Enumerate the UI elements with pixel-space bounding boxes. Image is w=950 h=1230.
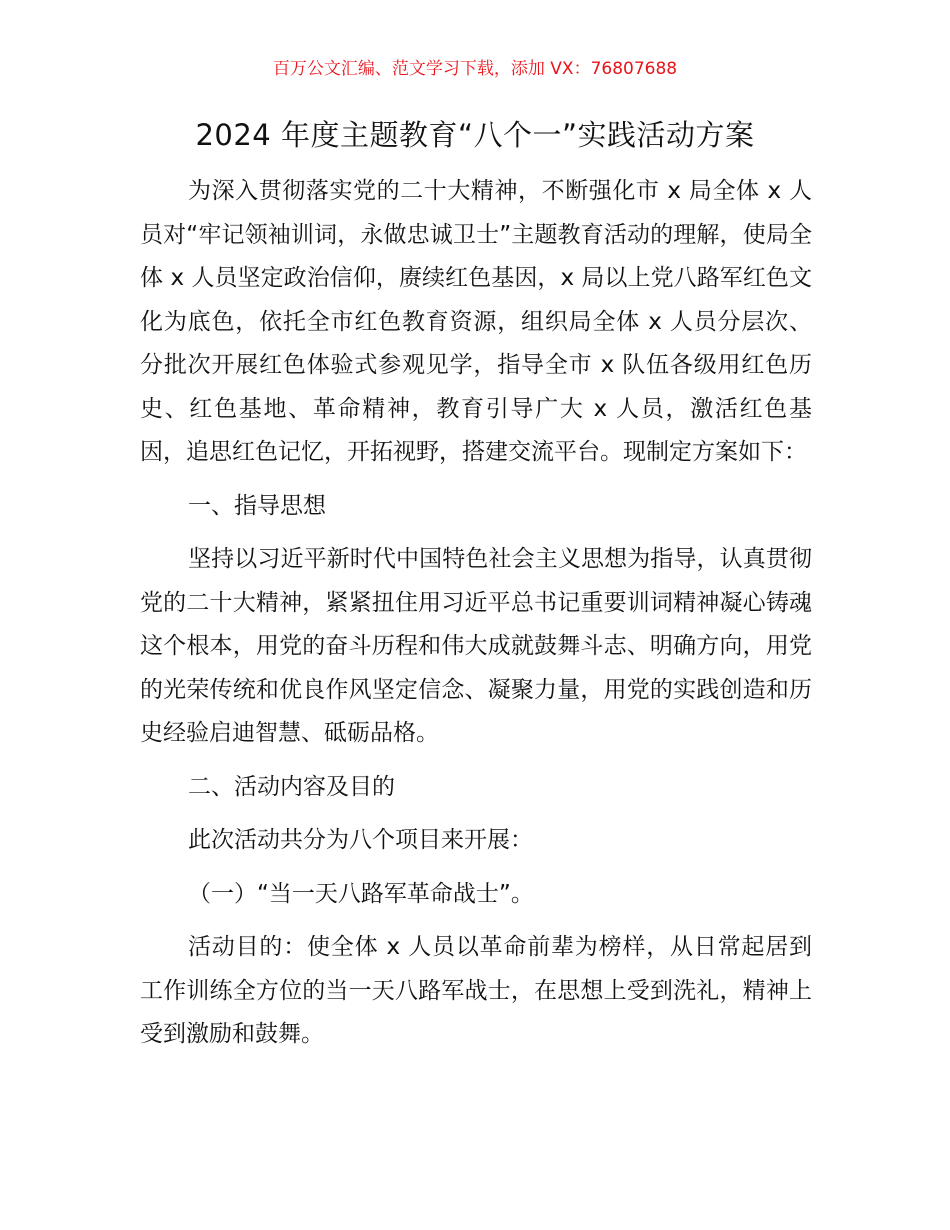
paragraph-activity-purpose: 活动目的：使全体 x 人员以革命前辈为榜样，从日常起居到工作训练全方位的当一天八路军战士，在思想上受到洗礼，精神上受到激励和鼓舞。: [140, 934, 812, 1047]
document-body: [140, 170, 812, 1057]
section-heading-guiding-thought: 一、指导思想: [188, 492, 326, 519]
watermark-header: 百万公文汇编、范文学习下载，添加 VX：76807688: [272, 59, 678, 79]
paragraph-guiding-thought: 坚持以习近平新时代中国特色社会主义思想为指导，认真贯彻党的二十大精神，紧紧扭住用习近平总书记重要训词精神凝心铸魂这个根本，用党的奋斗历程和伟大成就鼓舞斗志、明确方向，用党的光荣传统和优良作风坚定信念、凝聚力量，用党的实践创造和历史经验启迪智慧、砥砺品格。: [140, 546, 812, 746]
paragraph-activity-overview: 此次活动共分为八个项目来开展：: [188, 827, 533, 853]
subsection-heading-item-one: （一）“当一天八路军革命战士”。: [188, 880, 534, 907]
section-heading-activity-content: 二、活动内容及目的: [188, 773, 395, 800]
document-title: 2024 年度主题教育“八个一”实践活动方案: [195, 118, 755, 152]
paragraph-intro: 为深入贯彻落实党的二十大精神，不断强化市 x 局全体 x 人员对“牢记领袖训词，永做忠诚卫士”主题教育活动的理解，使局全体 x 人员坚定政治信仰，赓续红色基因，x 局以上党八路军红色文化为底色，依托全市红色教育资源，组织局全体 x 人员分层次、分批次开展红色体验式参观见学，指导全市 x 队伍各级用红色历史、红色基地、革命精神，教育引导广大 x 人员，激活红色基因，追思红色记忆，开拓视野，搭建交流平台。现制定方案如下：: [140, 178, 812, 465]
